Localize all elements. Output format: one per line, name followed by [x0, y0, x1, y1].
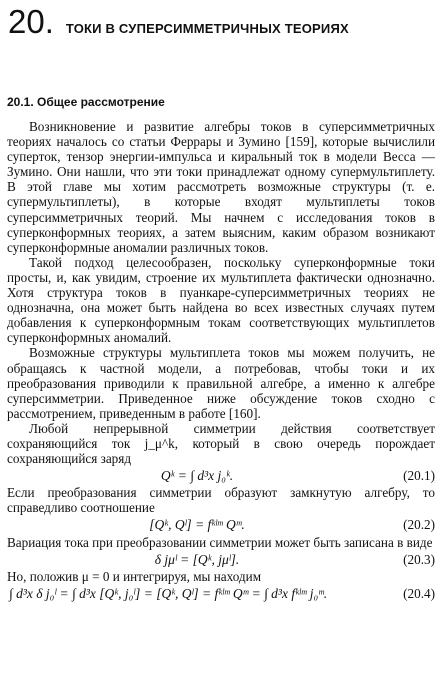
chapter-number: 20. — [8, 3, 54, 40]
equation-formula: ∫ d³x δ j₀ˡ = ∫ d³x [Qᵏ, j₀ˡ] = [Qᵏ, Qˡ] = fᵏˡᵐ Qᵐ = ∫ d³x fᵏˡᵐ j₀ᵐ. — [9, 585, 328, 601]
equation — [7, 468, 435, 483]
equation-formula: δ jμˡ = [Qᵏ, jμˡ]. — [154, 551, 240, 567]
equation-formula: [Qᵏ, Qˡ] = fᵏˡᵐ Qᵐ. — [149, 517, 245, 533]
equation — [7, 586, 435, 601]
body-text — [7, 119, 435, 603]
equation-formula: Qᵏ = ∫ d³x j₀ᵏ. — [160, 468, 234, 484]
equation-number: (20.1) — [403, 468, 435, 484]
paragraph: Возникновение и развитие алгебры токов в суперсимметричных теориях началось со статьи Феррары и Зумино [159], которые вычислили суперток, тензор энергии-импульса и киральный ток в модели Весса — Зумино. Они нашли, что эти токи принадлежат одному супермультиплету. В этой главе мы хотим рассмотреть возможные структуры (т. е. супермультиплеты), в которые входят мультиплеты токов суперсимметричных теорий. Мы начнем с исследования токов в суперконформных теориях, а затем выясним, каким образом возникают суперконформные аномалии различных токов. — [7, 119, 435, 255]
chapter-heading — [8, 4, 349, 40]
equation-number: (20.4) — [403, 585, 435, 601]
paragraph: Любой непрерывной симметрии действия соответствует сохраняющийся ток j_μ^k, который в свою очередь порождает сохраняющийся заряд — [7, 420, 435, 467]
paragraph: Если преобразования симметрии образуют замкнутую алгебру, то справедливо соотношение — [7, 485, 435, 516]
section-title: 20.1. Общее рассмотрение — [7, 95, 165, 109]
paragraph: Но, положив μ = 0 и интегрируя, мы находим — [7, 568, 262, 584]
paragraph: Такой подход целесообразен, поскольку суперконформные токи просты, и, как увидим, строение их мультиплета фактически однозначно. Хотя структура токов в пуанкаре-суперсимметричных теориях не однозначна, она может быть найдена во всех известных случаях путем добавления к суперконформным токам соответствующих мультиплетов суперконформных аномалий. — [7, 254, 435, 346]
equation-number: (20.2) — [403, 517, 435, 533]
equation-number: (20.3) — [403, 551, 435, 567]
paragraph: Вариация тока при преобразовании симметрии может быть записана в виде — [7, 534, 433, 550]
equation — [7, 517, 435, 532]
paragraph: Возможные структуры мультиплета токов мы можем получить, не обращаясь к частной модели, а потребовав, чтобы токи и их преобразования приводили к правильной алгебре, а именно к алгебре суперсимметрии. Приведенное ниже обсуждение токов сходно с рассмотрением, приведенным в работе [160]. — [7, 345, 435, 421]
equation — [7, 552, 435, 567]
chapter-title: ТОКИ В СУПЕРСИММЕТРИЧНЫХ ТЕОРИЯХ — [65, 21, 349, 36]
